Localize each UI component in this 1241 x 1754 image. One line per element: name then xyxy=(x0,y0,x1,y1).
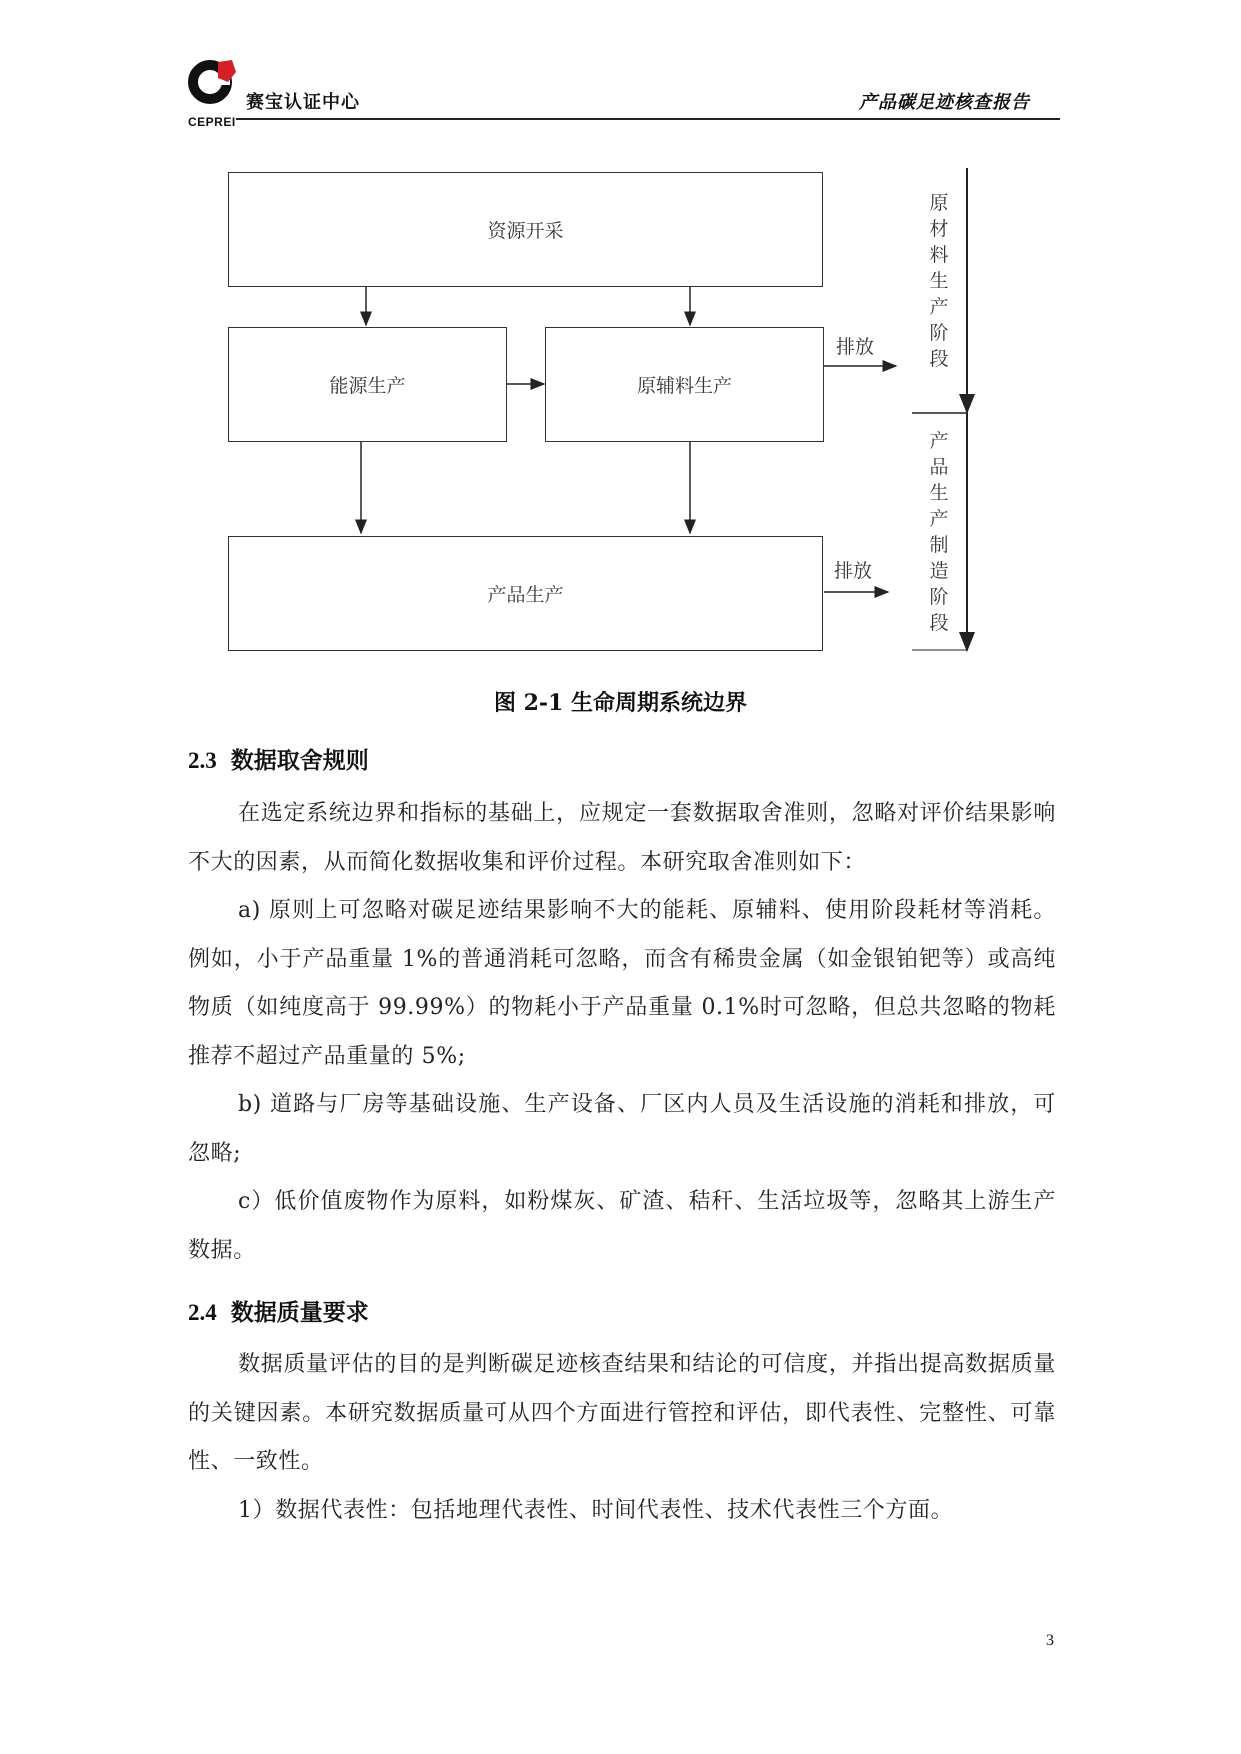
emission-label-1: 排放 xyxy=(836,336,875,358)
box-auxiliary-production: 原辅料生产 xyxy=(545,327,824,442)
page-header xyxy=(188,58,1060,129)
stage-label-manufacturing: 产品生产制造阶段 xyxy=(929,430,949,634)
section-2-4-intro: 数据质量评估的目的是判断碳足迹核查结果和结论的可信度，并指出提高数据质量的关键因素。本研究数据质量可从四个方面进行管控和评估，即代表性、完整性、可靠性、一致性。 xyxy=(188,1352,1056,1474)
rule-item-b: b) 道路与厂房等基础设施、生产设备、厂区内人员及生活设施的消耗和排放，可忽略; xyxy=(188,1092,1056,1166)
report-title: 产品碳足迹核查报告 xyxy=(859,92,1030,113)
rule-item-c: c）低价值废物作为原料，如粉煤灰、矿渣、秸秆、生活垃圾等，忽略其上游生产数据。 xyxy=(188,1189,1056,1263)
emission-label-2: 排放 xyxy=(834,560,873,582)
header-divider xyxy=(236,118,1060,120)
section-2-4-heading xyxy=(188,1294,369,1327)
page-number: 3 xyxy=(1046,1632,1054,1649)
section-title: 数据质量要求 xyxy=(230,1299,369,1326)
box-energy-production: 能源生产 xyxy=(228,327,507,442)
lifecycle-diagram xyxy=(0,160,1241,680)
section-number: 2.4 xyxy=(188,1300,217,1325)
section-title: 数据取舍规则 xyxy=(230,747,369,774)
stage-label-raw-material: 原材料生产阶段 xyxy=(929,192,949,370)
ceprei-logo-icon xyxy=(188,58,248,122)
logo-text: CEPREI xyxy=(188,115,236,129)
rule-item-a: a) 原则上可忽略对碳足迹结果影响不大的能耗、原辅料、使用阶段耗材等消耗。例如，小于产品重量 1%的普通消耗可忽略，而含有稀贵金属（如金银铂钯等）或高纯物质（如纯度高于 99.99%）的物耗小于产品重量 0.1%时可忽略，但总共忽略的物耗推荐不超过产品重量的 5%; xyxy=(188,898,1057,1069)
section-2-3-intro: 在选定系统边界和指标的基础上，应规定一套数据取舍准则，忽略对评价结果影响不大的因素，从而简化数据收集和评价过程。本研究取舍准则如下： xyxy=(188,801,1056,875)
org-name: 赛宝认证中心 xyxy=(246,92,360,113)
quality-item-1: 1）数据代表性：包括地理代表性、时间代表性、技术代表性三个方面。 xyxy=(238,1498,954,1523)
figure-caption: 图 2-1 生命周期系统边界 xyxy=(493,690,748,716)
box-product-production: 产品生产 xyxy=(228,536,823,651)
section-number: 2.3 xyxy=(188,748,217,773)
section-2-3-heading xyxy=(188,742,369,775)
box-resource-extraction: 资源开采 xyxy=(228,172,823,287)
